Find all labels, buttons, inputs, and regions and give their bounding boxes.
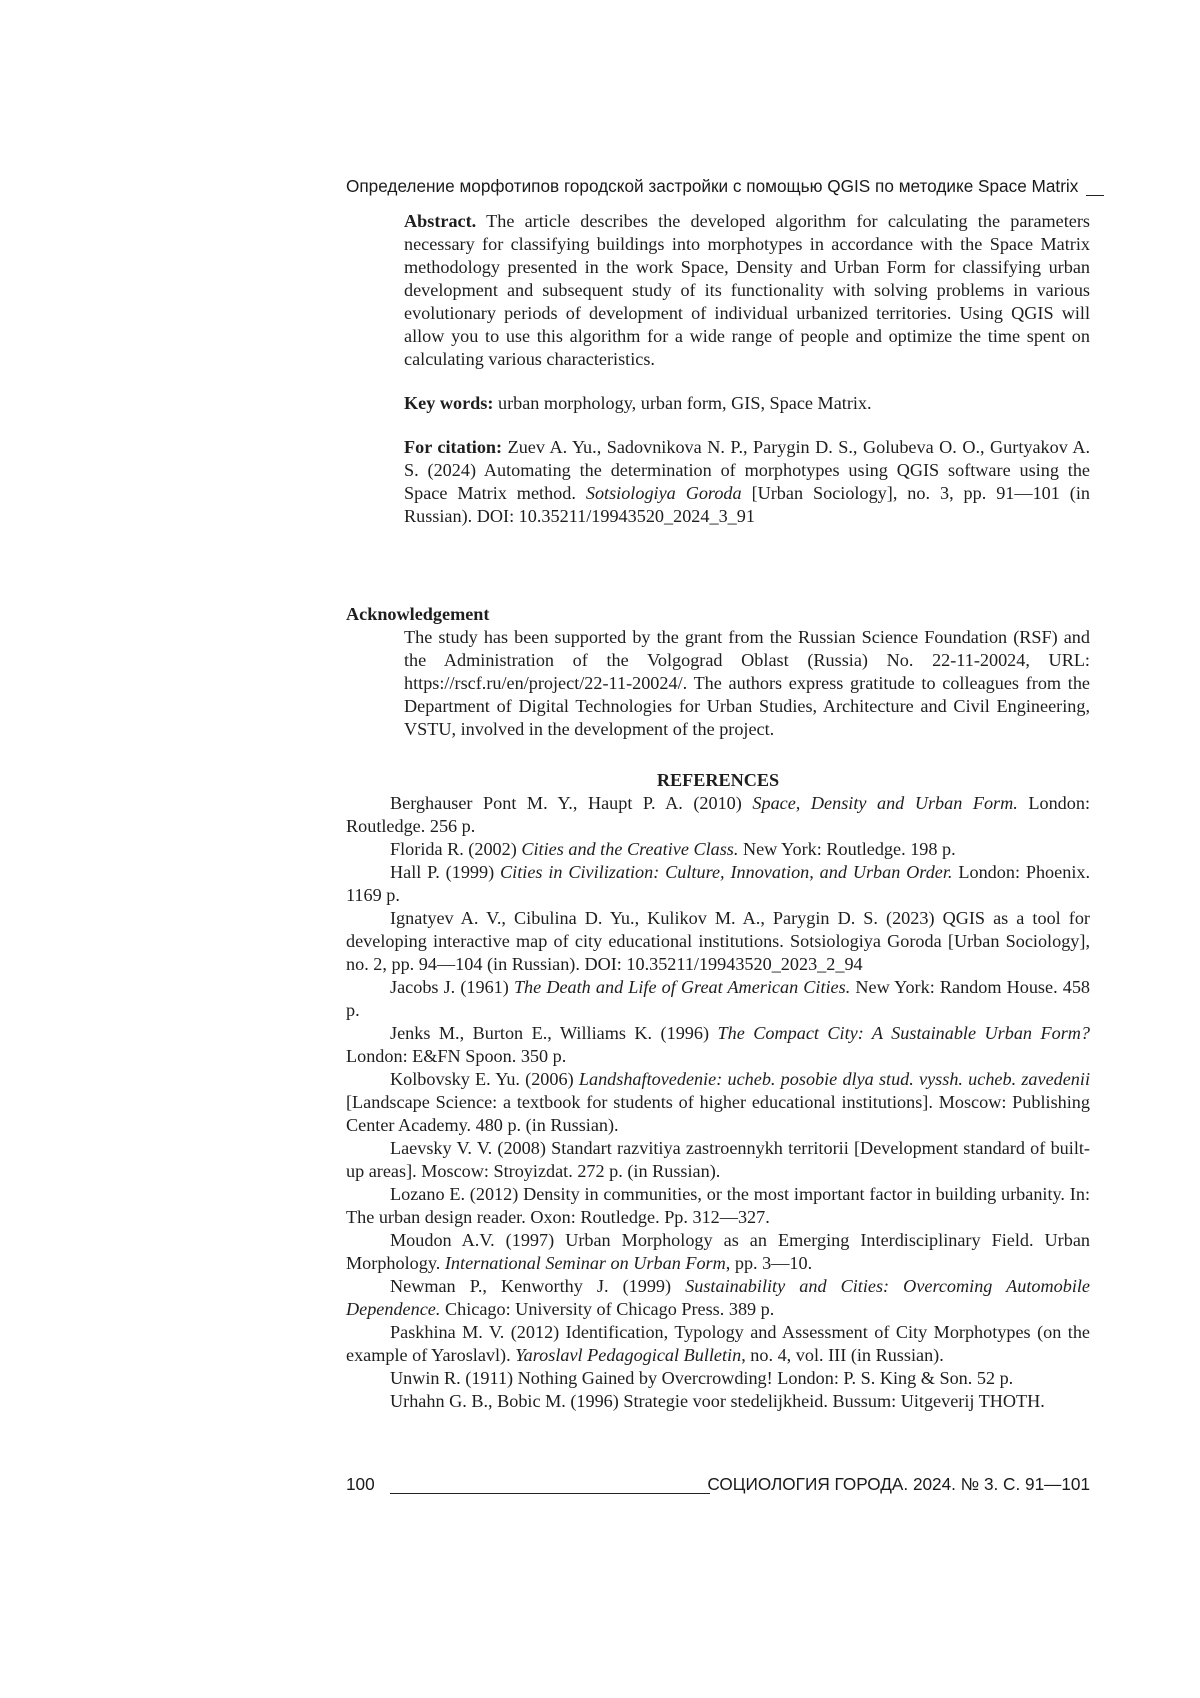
reference-text: Paskhina M. V. (2012) Identification, Typology and Assessment of City Morphotypes (on the example of Yaroslavl). [346, 1322, 1090, 1365]
reference-details: London: Phoenix. 1169 p. [346, 862, 1091, 905]
reference-title: The Compact City: A Sustainable Urban Form? [717, 1023, 1090, 1043]
reference-title: Cities and the Creative Class. [521, 839, 739, 859]
reference-item [346, 1137, 1090, 1183]
abstract-label: Abstract. [404, 211, 477, 231]
reference-text: Florida R. (2002) [390, 839, 517, 859]
reference-details: New York: Routledge. 198 p. [742, 839, 956, 859]
citation-journal: Sotsiologiya Goroda [585, 483, 742, 503]
reference-text: Lozano E. (2012) Density in communities, or the most important factor in building urbanity. In: The urban design reader. Oxon: Routledge. Pp. 312—327. [346, 1184, 1090, 1227]
abstract-text: The article describes the developed algorithm for calculating the parameters necessary for classifying buildings into morphotypes in accordance with the Space Matrix methodology presented in the work Space, Density and Urban Form for classifying urban development and subsequent study of its functionality with solving problems in various evolutionary periods of development of individual urbanized territories. Using QGIS will allow you to use this algorithm for a wide range of people and optimize the time spent on calculating various characteristics. [404, 211, 1091, 369]
reference-item [346, 1275, 1090, 1321]
reference-item [346, 1068, 1090, 1137]
acknowledgement-title: Acknowledgement [346, 604, 490, 624]
reference-text: Hall P. (1999) [390, 862, 495, 882]
keywords-label: Key words: [404, 393, 494, 413]
reference-details: , pp. 3—10. [725, 1253, 813, 1273]
reference-title: Space, Density and Urban Form. [752, 793, 1018, 813]
reference-item [346, 976, 1090, 1022]
abstract-paragraph [404, 210, 1090, 371]
reference-title: International Seminar on Urban Form [444, 1253, 726, 1273]
reference-details: London: E&FN Spoon. 350 p. [346, 1046, 567, 1066]
reference-text: Jacobs J. (1961) [390, 977, 509, 997]
reference-text: Jenks M., Burton E., Williams K. (1996) [390, 1023, 710, 1043]
citation-text: Zuev A. Yu., Sadovnikova N. P., Parygin D. S., Golubeva O. O., Gurtyakov A. S. (2024) Automating the determination of morphotypes using QGIS software using the Space Matrix method. [404, 437, 1090, 503]
reference-title: Yaroslavl Pedagogical Bulletin [515, 1345, 742, 1365]
reference-title: Sustainability and Cities: Overcoming Automobile Dependence. [346, 1276, 1090, 1319]
reference-details: [Landscape Science: a textbook for students of higher educational institutions]. Moscow: Publishing Center Academy. 480 p. (in Russian). [346, 1092, 1090, 1135]
reference-text: Moudon A.V. (1997) Urban Morphology as an Emerging Interdisciplinary Field. Urban Morphology. [346, 1230, 1090, 1273]
citation-paragraph [404, 436, 1090, 528]
running-header [346, 176, 1090, 197]
acknowledgement-text: The study has been supported by the grant from the Russian Science Foundation (RSF) and the Administration of the Volgograd Oblast (Russia) No. 22-11-20024, URL: https://rscf.ru/en/project/22-11-20024/. The authors express gratitude to colleagues from the Department of Digital Technologies for Urban Studies, Architecture and Civil Engineering, VSTU, involved in the development of the project. [404, 627, 1090, 739]
reference-item [346, 1321, 1090, 1367]
running-title: Определение морфотипов городской застройки с помощью QGIS по методике Space Matrix [346, 176, 1079, 196]
header-rule [1086, 195, 1104, 196]
reference-item [346, 1390, 1090, 1413]
reference-text: Newman P., Kenworthy J. (1999) [390, 1276, 672, 1296]
footer-rule [390, 1493, 710, 1494]
reference-title: Landshaftovedenie: ucheb. posobie dlya stud. vyssh. ucheb. zavedenii [578, 1069, 1091, 1089]
reference-text: Unwin R. (1911) Nothing Gained by Overcrowding! London: P. S. King & Son. 52 p. [390, 1368, 1014, 1388]
reference-details: , no. 4, vol. III (in Russian). [741, 1345, 944, 1365]
reference-item [346, 792, 1090, 838]
keywords-text: urban morphology, urban form, GIS, Space Matrix. [497, 393, 872, 413]
references-list [346, 792, 1090, 1413]
reference-text: Laevsky V. V. (2008) Standart razvitiya zastroennykh territorii [Development standard of built-up areas]. Moscow: Stroyizdat. 272 p. (in Russian). [346, 1138, 1090, 1181]
reference-item [346, 861, 1090, 907]
citation-label: For citation: [404, 437, 503, 457]
reference-text: Ignatyev A. V., Cibulina D. Yu., Kulikov M. A., Parygin D. S. (2023) QGIS as a tool for developing interactive map of city educational institutions. Sotsiologiya Goroda [Urban Sociology], no. 2, pp. 94—104 (in Russian). DOI: 10.35211/19943520_2023_2_94 [346, 908, 1090, 974]
reference-details: Chicago: University of Chicago Press. 389 p. [444, 1299, 775, 1319]
reference-text: Kolbovsky E. Yu. (2006) [390, 1069, 574, 1089]
reference-title: The Death and Life of Great American Cities. [513, 977, 851, 997]
keywords-paragraph [404, 392, 1090, 415]
reference-details: London: Routledge. 256 p. [346, 793, 1090, 836]
reference-details: New York: Random House. 458 p. [346, 977, 1091, 1020]
reference-item [346, 1367, 1090, 1390]
reference-text: Berghauser Pont M. Y., Haupt P. A. (2010) [390, 793, 742, 813]
page-number: 100 [346, 1474, 375, 1494]
reference-item [346, 907, 1090, 976]
citation-details: [Urban Sociology], no. 3, pp. 91—101 (in Russian). DOI: 10.35211/19943520_2024_3_91 [404, 483, 1091, 526]
references-title: REFERENCES [656, 770, 780, 790]
footer-journal: СОЦИОЛОГИЯ ГОРОДА. 2024. № 3. С. 91—101 [707, 1474, 1090, 1494]
reference-item [346, 1229, 1090, 1275]
reference-item [346, 1022, 1090, 1068]
reference-item [346, 838, 1090, 861]
abstract-block [404, 210, 1090, 549]
reference-title: Cities in Civilization: Culture, Innovation, and Urban Order. [500, 862, 953, 882]
reference-item [346, 1183, 1090, 1229]
page-footer [346, 1474, 1090, 1500]
reference-text: Urhahn G. B., Bobic M. (1996) Strategie voor stedelijkheid. Bussum: Uitgeverij THOTH. [390, 1391, 1045, 1411]
